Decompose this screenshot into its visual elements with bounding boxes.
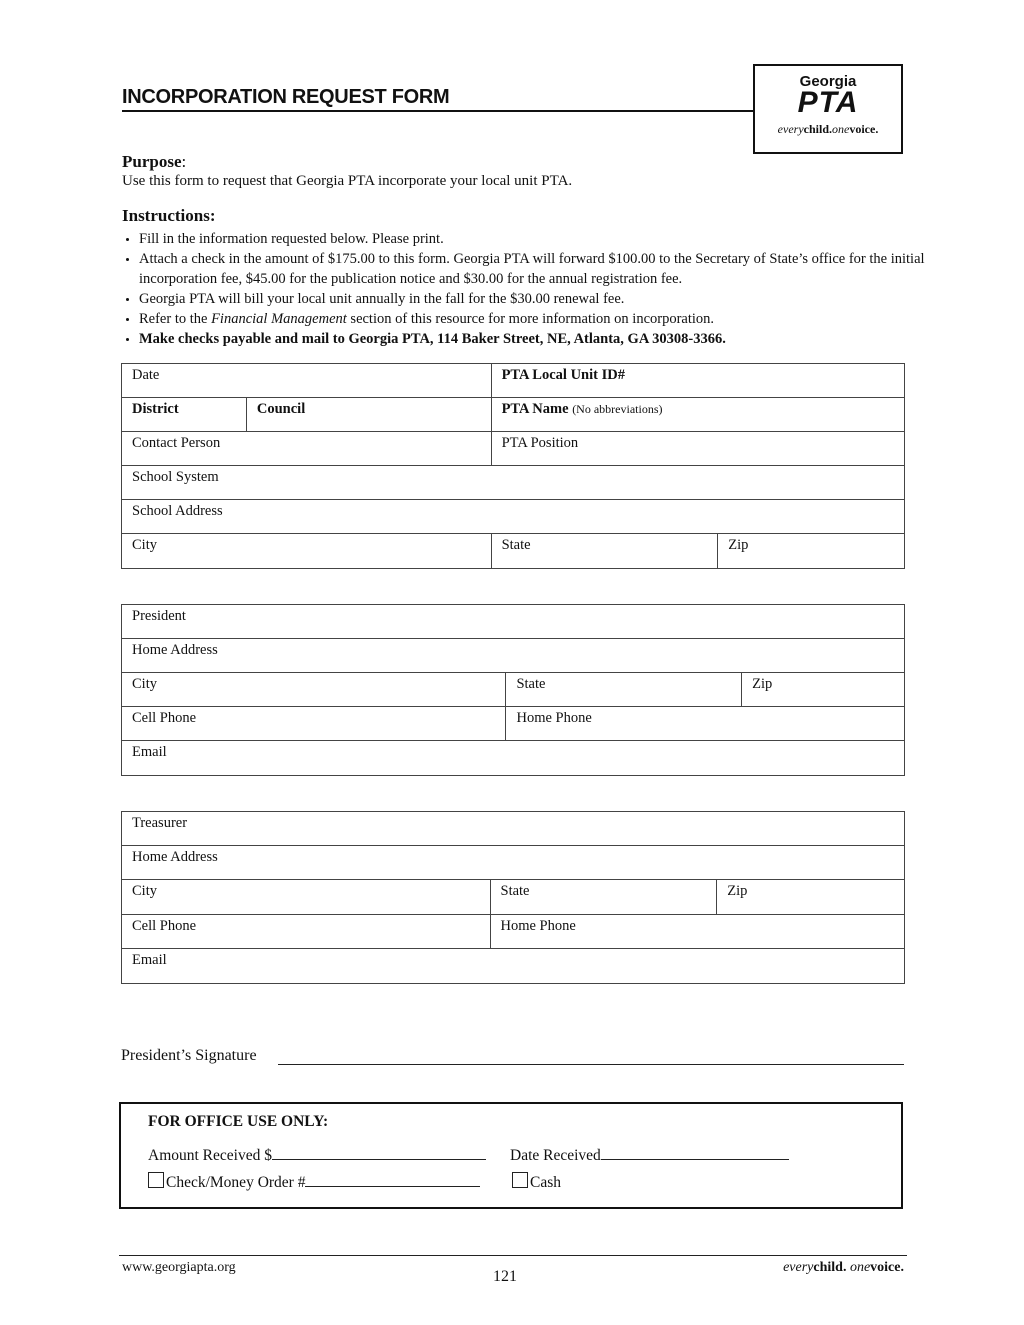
president-state-field[interactable] bbox=[506, 673, 742, 707]
purpose-heading bbox=[122, 152, 186, 172]
district-label: District bbox=[132, 401, 179, 417]
district-field[interactable] bbox=[122, 398, 247, 432]
amount-received-label: Amount Received $ bbox=[148, 1147, 272, 1164]
instruction-item: • Attach a check in the amount of $175.00 to this form. Georgia PTA will forward $100.00 to the Secretary of State’s office for the initial incorporation fee, $45.00 for the publication notice and $30.00 for the annual registration fee. bbox=[139, 249, 929, 289]
school-system-field[interactable] bbox=[122, 466, 905, 500]
cash-checkbox[interactable] bbox=[512, 1172, 528, 1188]
president-name-field[interactable] bbox=[122, 605, 905, 639]
school-city-field[interactable] bbox=[122, 534, 492, 569]
treasurer-email-field[interactable] bbox=[122, 949, 905, 984]
email-label: Email bbox=[132, 744, 167, 760]
form-title: INCORPORATION REQUEST FORM bbox=[122, 86, 450, 108]
treasurer-label: Treasurer bbox=[132, 815, 188, 831]
amount-received-row bbox=[148, 1145, 486, 1165]
treasurer-zip-field[interactable] bbox=[717, 880, 905, 915]
cash-label: Cash bbox=[530, 1174, 561, 1191]
instructions-heading: Instructions: bbox=[122, 206, 216, 225]
instruction-text: section of this resource for more information on incorporation. bbox=[346, 311, 715, 327]
president-cell-phone-field[interactable] bbox=[122, 707, 506, 741]
instruction-text: Refer to the bbox=[139, 311, 212, 327]
instructions-list bbox=[122, 229, 929, 349]
city-label: City bbox=[132, 676, 157, 692]
check-money-order-row bbox=[148, 1172, 480, 1192]
pta-position-label: PTA Position bbox=[501, 435, 579, 451]
footer-tagline bbox=[760, 1260, 904, 1276]
instruction-item: • Georgia PTA will bill your local unit annually in the fall for the $30.00 renewal fee. bbox=[139, 289, 929, 309]
purpose-colon: : bbox=[181, 152, 187, 171]
footer-rule bbox=[119, 1255, 907, 1256]
zip-label: Zip bbox=[728, 537, 749, 553]
office-use-box bbox=[119, 1102, 903, 1209]
zip-label: Zip bbox=[727, 883, 748, 899]
president-home-phone-field[interactable] bbox=[506, 707, 905, 741]
zip-label: Zip bbox=[752, 676, 773, 692]
logo-tagline-child: child. bbox=[803, 122, 832, 136]
date-received-line[interactable] bbox=[601, 1145, 789, 1160]
president-signature-label: President’s Signature bbox=[121, 1047, 257, 1064]
unit-info-table bbox=[121, 363, 905, 569]
school-system-label: School System bbox=[132, 469, 219, 485]
president-label: President bbox=[132, 608, 186, 624]
georgia-pta-logo bbox=[753, 64, 903, 154]
instruction-item: • Fill in the information requested below. Please print. bbox=[139, 229, 929, 249]
contact-person-label: Contact Person bbox=[132, 435, 221, 451]
council-label: Council bbox=[256, 401, 306, 417]
local-unit-id-field[interactable] bbox=[491, 364, 904, 398]
school-zip-field[interactable] bbox=[718, 534, 905, 569]
treasurer-table bbox=[121, 811, 905, 984]
school-address-field[interactable] bbox=[122, 500, 905, 534]
logo-tagline-voice: voice. bbox=[849, 122, 879, 136]
pta-position-field[interactable] bbox=[491, 432, 904, 466]
footer-tagline-one: one bbox=[849, 1260, 871, 1275]
logo-pta-text: PTA bbox=[797, 86, 859, 119]
page-number: 121 bbox=[493, 1268, 517, 1285]
instruction-item-mailing: • Make checks payable and mail to Georgia PTA, 114 Baker Street, NE, Atlanta, GA 30308-3366. bbox=[139, 329, 929, 349]
home-phone-label: Home Phone bbox=[516, 710, 592, 726]
cell-phone-label: Cell Phone bbox=[132, 918, 197, 934]
treasurer-name-field[interactable] bbox=[122, 812, 905, 846]
amount-received-line[interactable] bbox=[272, 1145, 486, 1160]
home-address-label: Home Address bbox=[132, 849, 218, 865]
pta-name-label: PTA Name bbox=[501, 401, 569, 417]
treasurer-cell-phone-field[interactable] bbox=[122, 915, 491, 949]
city-label: City bbox=[132, 537, 157, 553]
purpose-heading-text: Purpose bbox=[122, 152, 182, 171]
logo-tagline-one: one bbox=[832, 122, 850, 136]
date-received-row bbox=[510, 1145, 789, 1165]
president-signature-line[interactable] bbox=[278, 1064, 904, 1065]
logo-georgia-text: Georgia bbox=[799, 73, 857, 90]
instruction-item bbox=[139, 309, 929, 329]
date-received-label: Date Received bbox=[510, 1147, 601, 1164]
purpose-text: Use this form to request that Georgia PTA incorporate your local unit PTA. bbox=[122, 173, 573, 189]
check-money-order-label: Check/Money Order # bbox=[166, 1174, 306, 1191]
president-home-address-field[interactable] bbox=[122, 639, 905, 673]
state-label: State bbox=[500, 883, 530, 899]
home-address-label: Home Address bbox=[132, 642, 218, 658]
contact-person-field[interactable] bbox=[122, 432, 492, 466]
treasurer-home-address-field[interactable] bbox=[122, 846, 905, 880]
home-phone-label: Home Phone bbox=[500, 918, 576, 934]
footer-tagline-child: child. bbox=[813, 1260, 847, 1275]
president-zip-field[interactable] bbox=[742, 673, 905, 707]
logo-tagline-every: every bbox=[777, 122, 804, 136]
logo-tagline bbox=[755, 122, 901, 137]
footer-tagline-every: every bbox=[783, 1260, 814, 1275]
school-state-field[interactable] bbox=[491, 534, 718, 569]
school-address-label: School Address bbox=[132, 503, 223, 519]
president-table bbox=[121, 604, 905, 776]
state-label: State bbox=[516, 676, 546, 692]
president-city-field[interactable] bbox=[122, 673, 506, 707]
date-label: Date bbox=[132, 367, 160, 383]
date-field[interactable] bbox=[122, 364, 492, 398]
treasurer-state-field[interactable] bbox=[490, 880, 717, 915]
cell-phone-label: Cell Phone bbox=[132, 710, 197, 726]
title-underline bbox=[122, 110, 754, 112]
city-label: City bbox=[132, 883, 157, 899]
treasurer-city-field[interactable] bbox=[122, 880, 491, 915]
pta-name-field[interactable] bbox=[491, 398, 904, 432]
cash-row bbox=[512, 1172, 561, 1192]
email-label: Email bbox=[132, 952, 167, 968]
check-money-order-checkbox[interactable] bbox=[148, 1172, 164, 1188]
pta-name-note: (No abbreviations) bbox=[572, 402, 663, 416]
office-use-heading: FOR OFFICE USE ONLY: bbox=[148, 1113, 329, 1130]
financial-management-ref: Financial Management bbox=[211, 311, 347, 327]
treasurer-home-phone-field[interactable] bbox=[490, 915, 905, 949]
local-unit-id-label: PTA Local Unit ID# bbox=[501, 367, 625, 383]
council-field[interactable] bbox=[246, 398, 491, 432]
president-email-field[interactable] bbox=[122, 741, 905, 776]
check-number-line[interactable] bbox=[305, 1172, 480, 1187]
footer-tagline-voice: voice. bbox=[870, 1260, 904, 1275]
state-label: State bbox=[501, 537, 531, 553]
footer-website[interactable]: www.georgiapta.org bbox=[122, 1260, 236, 1275]
